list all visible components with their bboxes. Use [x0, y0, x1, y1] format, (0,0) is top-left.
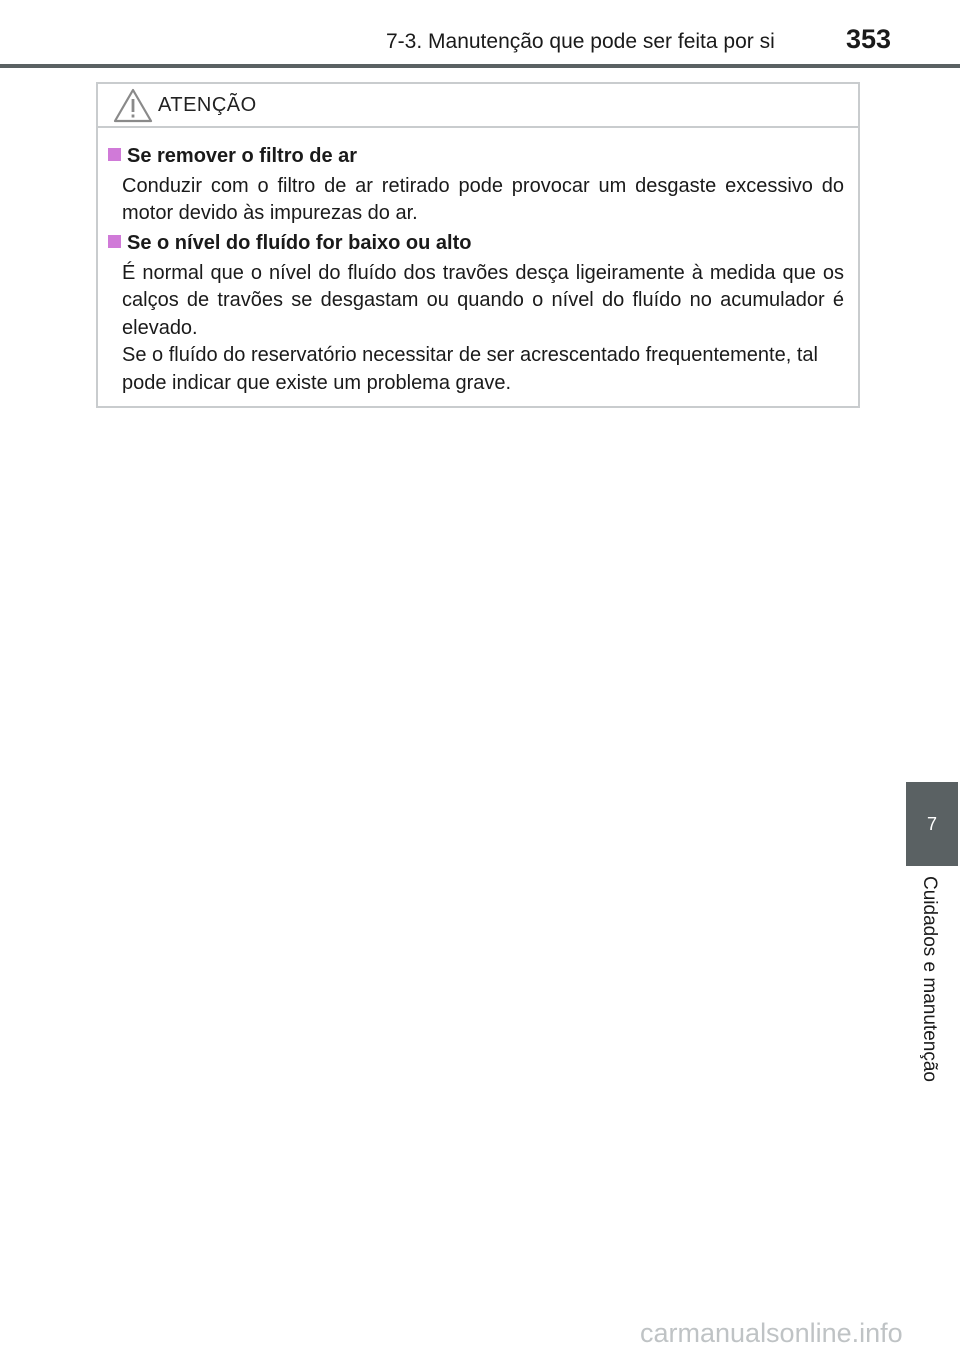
bullet-square-icon — [108, 148, 121, 161]
chapter-title: Cuidados e manutenção — [919, 876, 940, 1082]
item-title-text: Se o nível do fluído for baixo ou alto — [127, 232, 472, 254]
bullet-square-icon — [108, 235, 121, 248]
header-divider — [0, 64, 960, 68]
paragraph: Se o fluído do reservatório necessitar de ser acrescentado frequentemente, tal pode indicar que existe um problema grave. — [122, 344, 818, 394]
chapter-number: 7 — [926, 813, 937, 834]
item-title-fluid-level — [108, 232, 471, 255]
chapter-tab — [906, 782, 958, 866]
page-number: 353 — [846, 24, 892, 54]
item-body-fluid-level — [122, 260, 844, 397]
section-title: 7-3. Manutenção que pode ser feita por si — [386, 30, 775, 53]
paragraph: Conduzir com o filtro de ar retirado pode provocar um desgaste excessivo do motor devido às impurezas do ar. — [122, 175, 844, 225]
item-body-air-filter — [122, 173, 844, 228]
warning-header — [98, 84, 858, 128]
warning-box — [96, 82, 860, 408]
warning-triangle-icon — [113, 88, 153, 123]
warning-label: ATENÇÃO — [158, 94, 257, 116]
watermark: carmanualsonline.info — [640, 1318, 903, 1348]
chapter-title-wrap — [906, 876, 958, 1106]
item-title-text: Se remover o filtro de ar — [127, 145, 358, 167]
item-title-air-filter — [108, 145, 357, 168]
paragraph: É normal que o nível do fluído dos travões desça ligeiramente à medida que os calços de travões se desgastam ou quando o nível do fluído no acumulador é elevado. — [122, 262, 844, 339]
